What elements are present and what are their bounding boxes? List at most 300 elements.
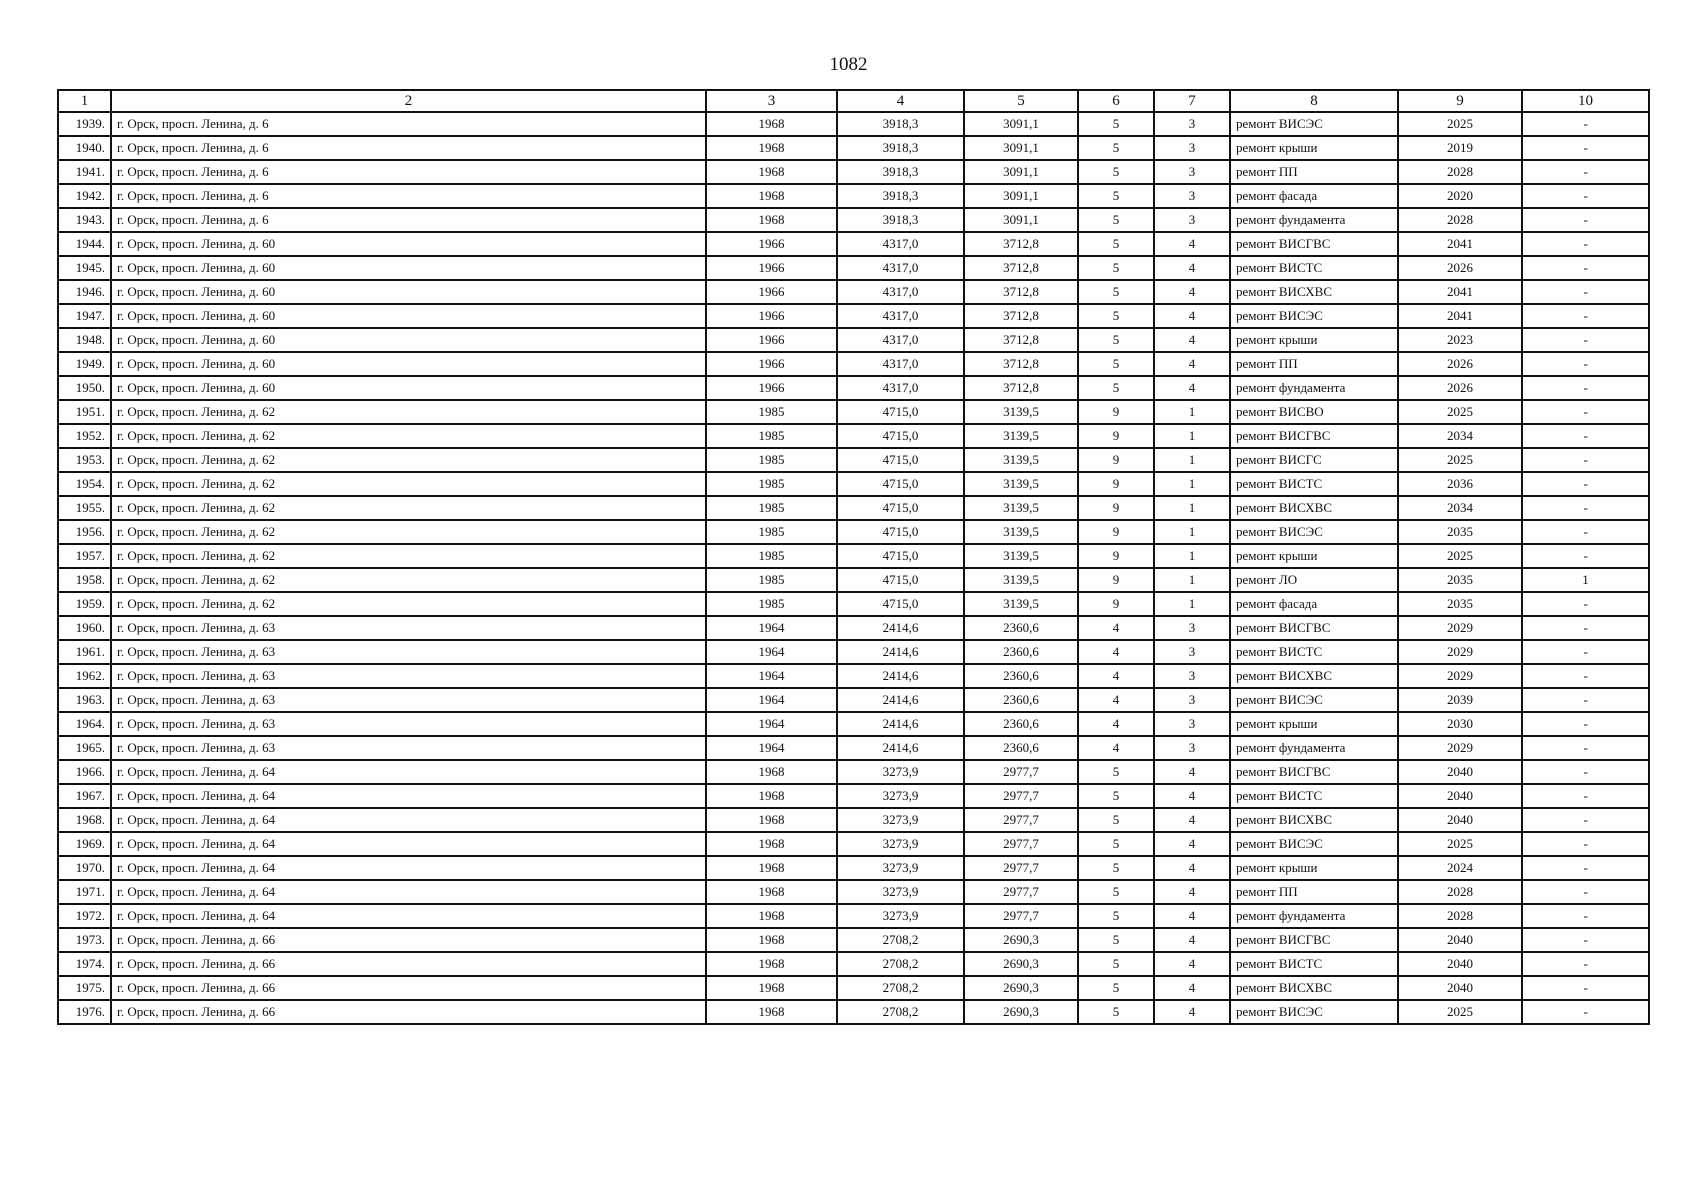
address-cell: г. Орск, просп. Ленина, д. 62 — [111, 592, 706, 616]
total-area-cell: 2414,6 — [837, 688, 964, 712]
work-type-cell: ремонт крыши — [1230, 712, 1398, 736]
planned-year-cell: 2028 — [1398, 880, 1522, 904]
floors-cell: 4 — [1078, 640, 1154, 664]
table-row — [58, 136, 1649, 160]
address-cell: г. Орск, просп. Ленина, д. 64 — [111, 760, 706, 784]
total-area-cell: 4317,0 — [837, 232, 964, 256]
floors-cell: 5 — [1078, 880, 1154, 904]
year-built-cell: 1964 — [706, 640, 837, 664]
row-number-cell: 1974. — [58, 952, 111, 976]
total-area-cell: 2708,2 — [837, 928, 964, 952]
work-type-cell: ремонт ВИСТС — [1230, 472, 1398, 496]
planned-year-cell: 2028 — [1398, 208, 1522, 232]
table-row — [58, 304, 1649, 328]
row-number-cell: 1939. — [58, 112, 111, 136]
planned-year-cell: 2034 — [1398, 424, 1522, 448]
year-built-cell: 1968 — [706, 928, 837, 952]
planned-year-cell: 2026 — [1398, 376, 1522, 400]
floors-cell: 5 — [1078, 832, 1154, 856]
planned-year-cell: 2040 — [1398, 928, 1522, 952]
row-number-cell: 1962. — [58, 664, 111, 688]
total-area-cell: 4715,0 — [837, 592, 964, 616]
work-type-cell: ремонт ВИСТС — [1230, 640, 1398, 664]
floors-cell: 5 — [1078, 328, 1154, 352]
living-area-cell: 2977,7 — [964, 856, 1078, 880]
year-built-cell: 1966 — [706, 352, 837, 376]
entrances-cell: 4 — [1154, 928, 1230, 952]
address-cell: г. Орск, просп. Ленина, д. 66 — [111, 976, 706, 1000]
work-type-cell: ремонт ПП — [1230, 880, 1398, 904]
work-type-cell: ремонт крыши — [1230, 544, 1398, 568]
address-cell: г. Орск, просп. Ленина, д. 64 — [111, 808, 706, 832]
row-number-cell: 1944. — [58, 232, 111, 256]
column-header: 3 — [706, 90, 837, 112]
work-type-cell: ремонт ВИСТС — [1230, 952, 1398, 976]
total-area-cell: 4317,0 — [837, 280, 964, 304]
year-built-cell: 1985 — [706, 496, 837, 520]
floors-cell: 9 — [1078, 400, 1154, 424]
living-area-cell: 3091,1 — [964, 136, 1078, 160]
total-area-cell: 2708,2 — [837, 1000, 964, 1024]
planned-year-cell: 2040 — [1398, 808, 1522, 832]
entrances-cell: 4 — [1154, 808, 1230, 832]
work-type-cell: ремонт ВИСГВС — [1230, 928, 1398, 952]
planned-year-cell: 2041 — [1398, 304, 1522, 328]
row-number-cell: 1942. — [58, 184, 111, 208]
row-number-cell: 1941. — [58, 160, 111, 184]
total-area-cell: 4317,0 — [837, 376, 964, 400]
row-number-cell: 1958. — [58, 568, 111, 592]
total-area-cell: 4715,0 — [837, 568, 964, 592]
floors-cell: 9 — [1078, 568, 1154, 592]
note-cell: - — [1522, 784, 1649, 808]
column-header: 10 — [1522, 90, 1649, 112]
floors-cell: 5 — [1078, 256, 1154, 280]
floors-cell: 5 — [1078, 160, 1154, 184]
floors-cell: 4 — [1078, 616, 1154, 640]
address-cell: г. Орск, просп. Ленина, д. 62 — [111, 568, 706, 592]
address-cell: г. Орск, просп. Ленина, д. 6 — [111, 184, 706, 208]
entrances-cell: 4 — [1154, 352, 1230, 376]
planned-year-cell: 2023 — [1398, 328, 1522, 352]
total-area-cell: 3273,9 — [837, 832, 964, 856]
planned-year-cell: 2039 — [1398, 688, 1522, 712]
address-cell: г. Орск, просп. Ленина, д. 66 — [111, 1000, 706, 1024]
planned-year-cell: 2040 — [1398, 976, 1522, 1000]
entrances-cell: 3 — [1154, 736, 1230, 760]
year-built-cell: 1964 — [706, 616, 837, 640]
living-area-cell: 3712,8 — [964, 328, 1078, 352]
table-row — [58, 472, 1649, 496]
living-area-cell: 3139,5 — [964, 592, 1078, 616]
note-cell: - — [1522, 856, 1649, 880]
total-area-cell: 2414,6 — [837, 736, 964, 760]
note-cell: - — [1522, 352, 1649, 376]
note-cell: - — [1522, 280, 1649, 304]
entrances-cell: 3 — [1154, 112, 1230, 136]
total-area-cell: 3273,9 — [837, 856, 964, 880]
note-cell: - — [1522, 112, 1649, 136]
note-cell: - — [1522, 544, 1649, 568]
living-area-cell: 3712,8 — [964, 304, 1078, 328]
note-cell: - — [1522, 472, 1649, 496]
floors-cell: 5 — [1078, 280, 1154, 304]
work-type-cell: ремонт ВИСТС — [1230, 784, 1398, 808]
entrances-cell: 3 — [1154, 184, 1230, 208]
row-number-cell: 1947. — [58, 304, 111, 328]
work-type-cell: ремонт ВИСГС — [1230, 448, 1398, 472]
note-cell: - — [1522, 808, 1649, 832]
planned-year-cell: 2025 — [1398, 112, 1522, 136]
entrances-cell: 3 — [1154, 208, 1230, 232]
total-area-cell: 4715,0 — [837, 496, 964, 520]
floors-cell: 5 — [1078, 904, 1154, 928]
row-number-cell: 1969. — [58, 832, 111, 856]
table-row — [58, 400, 1649, 424]
row-number-cell: 1972. — [58, 904, 111, 928]
entrances-cell: 1 — [1154, 520, 1230, 544]
floors-cell: 5 — [1078, 184, 1154, 208]
year-built-cell: 1966 — [706, 256, 837, 280]
floors-cell: 4 — [1078, 712, 1154, 736]
table-row — [58, 232, 1649, 256]
note-cell: - — [1522, 136, 1649, 160]
entrances-cell: 4 — [1154, 328, 1230, 352]
row-number-cell: 1961. — [58, 640, 111, 664]
note-cell: - — [1522, 880, 1649, 904]
entrances-cell: 4 — [1154, 832, 1230, 856]
note-cell: - — [1522, 952, 1649, 976]
address-cell: г. Орск, просп. Ленина, д. 60 — [111, 304, 706, 328]
entrances-cell: 4 — [1154, 880, 1230, 904]
column-header: 8 — [1230, 90, 1398, 112]
total-area-cell: 4317,0 — [837, 256, 964, 280]
address-cell: г. Орск, просп. Ленина, д. 6 — [111, 160, 706, 184]
work-type-cell: ремонт ВИСГВС — [1230, 424, 1398, 448]
row-number-cell: 1954. — [58, 472, 111, 496]
living-area-cell: 3091,1 — [964, 112, 1078, 136]
work-type-cell: ремонт ВИСЭС — [1230, 520, 1398, 544]
address-cell: г. Орск, просп. Ленина, д. 60 — [111, 280, 706, 304]
planned-year-cell: 2020 — [1398, 184, 1522, 208]
floors-cell: 5 — [1078, 304, 1154, 328]
address-cell: г. Орск, просп. Ленина, д. 64 — [111, 856, 706, 880]
total-area-cell: 3273,9 — [837, 904, 964, 928]
year-built-cell: 1968 — [706, 952, 837, 976]
total-area-cell: 4715,0 — [837, 448, 964, 472]
table-row — [58, 184, 1649, 208]
living-area-cell: 2977,7 — [964, 880, 1078, 904]
header-row — [58, 90, 1649, 112]
table-row — [58, 664, 1649, 688]
address-cell: г. Орск, просп. Ленина, д. 64 — [111, 904, 706, 928]
table-row — [58, 880, 1649, 904]
note-cell: - — [1522, 520, 1649, 544]
table-row — [58, 928, 1649, 952]
address-cell: г. Орск, просп. Ленина, д. 64 — [111, 832, 706, 856]
row-number-cell: 1951. — [58, 400, 111, 424]
row-number-cell: 1948. — [58, 328, 111, 352]
entrances-cell: 3 — [1154, 616, 1230, 640]
entrances-cell: 4 — [1154, 376, 1230, 400]
floors-cell: 9 — [1078, 496, 1154, 520]
living-area-cell: 3139,5 — [964, 496, 1078, 520]
address-cell: г. Орск, просп. Ленина, д. 66 — [111, 952, 706, 976]
entrances-cell: 3 — [1154, 640, 1230, 664]
row-number-cell: 1957. — [58, 544, 111, 568]
planned-year-cell: 2025 — [1398, 1000, 1522, 1024]
floors-cell: 9 — [1078, 520, 1154, 544]
floors-cell: 5 — [1078, 808, 1154, 832]
floors-cell: 5 — [1078, 1000, 1154, 1024]
address-cell: г. Орск, просп. Ленина, д. 60 — [111, 232, 706, 256]
planned-year-cell: 2025 — [1398, 544, 1522, 568]
address-cell: г. Орск, просп. Ленина, д. 62 — [111, 448, 706, 472]
table-row — [58, 424, 1649, 448]
work-type-cell: ремонт ВИСХВС — [1230, 664, 1398, 688]
year-built-cell: 1968 — [706, 112, 837, 136]
planned-year-cell: 2028 — [1398, 904, 1522, 928]
note-cell: - — [1522, 1000, 1649, 1024]
planned-year-cell: 2025 — [1398, 400, 1522, 424]
table-row — [58, 568, 1649, 592]
column-header: 9 — [1398, 90, 1522, 112]
row-number-cell: 1956. — [58, 520, 111, 544]
planned-year-cell: 2035 — [1398, 520, 1522, 544]
address-cell: г. Орск, просп. Ленина, д. 64 — [111, 784, 706, 808]
living-area-cell: 2360,6 — [964, 712, 1078, 736]
row-number-cell: 1945. — [58, 256, 111, 280]
total-area-cell: 3918,3 — [837, 208, 964, 232]
address-cell: г. Орск, просп. Ленина, д. 62 — [111, 520, 706, 544]
row-number-cell: 1963. — [58, 688, 111, 712]
entrances-cell: 4 — [1154, 784, 1230, 808]
floors-cell: 5 — [1078, 112, 1154, 136]
total-area-cell: 4715,0 — [837, 472, 964, 496]
table-row — [58, 736, 1649, 760]
address-cell: г. Орск, просп. Ленина, д. 6 — [111, 208, 706, 232]
total-area-cell: 3918,3 — [837, 160, 964, 184]
total-area-cell: 4715,0 — [837, 520, 964, 544]
planned-year-cell: 2024 — [1398, 856, 1522, 880]
planned-year-cell: 2040 — [1398, 952, 1522, 976]
work-type-cell: ремонт крыши — [1230, 328, 1398, 352]
table-row — [58, 208, 1649, 232]
entrances-cell: 1 — [1154, 448, 1230, 472]
year-built-cell: 1985 — [706, 544, 837, 568]
note-cell: - — [1522, 664, 1649, 688]
row-number-cell: 1973. — [58, 928, 111, 952]
floors-cell: 9 — [1078, 544, 1154, 568]
work-type-cell: ремонт ВИСХВС — [1230, 808, 1398, 832]
planned-year-cell: 2029 — [1398, 616, 1522, 640]
row-number-cell: 1959. — [58, 592, 111, 616]
total-area-cell: 3273,9 — [837, 808, 964, 832]
note-cell: - — [1522, 184, 1649, 208]
table-row — [58, 544, 1649, 568]
total-area-cell: 3273,9 — [837, 880, 964, 904]
table-row — [58, 352, 1649, 376]
table-row — [58, 1000, 1649, 1024]
year-built-cell: 1966 — [706, 232, 837, 256]
address-cell: г. Орск, просп. Ленина, д. 63 — [111, 688, 706, 712]
living-area-cell: 3712,8 — [964, 256, 1078, 280]
table-row — [58, 640, 1649, 664]
note-cell: - — [1522, 712, 1649, 736]
table-row — [58, 952, 1649, 976]
work-type-cell: ремонт ВИСЭС — [1230, 1000, 1398, 1024]
note-cell: - — [1522, 616, 1649, 640]
living-area-cell: 2977,7 — [964, 808, 1078, 832]
floors-cell: 5 — [1078, 232, 1154, 256]
column-header: 6 — [1078, 90, 1154, 112]
address-cell: г. Орск, просп. Ленина, д. 60 — [111, 352, 706, 376]
work-type-cell: ремонт фундамента — [1230, 736, 1398, 760]
address-cell: г. Орск, просп. Ленина, д. 62 — [111, 496, 706, 520]
address-cell: г. Орск, просп. Ленина, д. 6 — [111, 112, 706, 136]
work-type-cell: ремонт ЛО — [1230, 568, 1398, 592]
table-row — [58, 376, 1649, 400]
table-row — [58, 760, 1649, 784]
work-type-cell: ремонт ВИСГВС — [1230, 616, 1398, 640]
entrances-cell: 4 — [1154, 1000, 1230, 1024]
year-built-cell: 1968 — [706, 136, 837, 160]
table-row — [58, 712, 1649, 736]
row-number-cell: 1960. — [58, 616, 111, 640]
entrances-cell: 4 — [1154, 856, 1230, 880]
floors-cell: 4 — [1078, 664, 1154, 688]
address-cell: г. Орск, просп. Ленина, д. 6 — [111, 136, 706, 160]
year-built-cell: 1985 — [706, 400, 837, 424]
year-built-cell: 1968 — [706, 832, 837, 856]
year-built-cell: 1968 — [706, 208, 837, 232]
year-built-cell: 1966 — [706, 304, 837, 328]
entrances-cell: 4 — [1154, 976, 1230, 1000]
living-area-cell: 2977,7 — [964, 784, 1078, 808]
entrances-cell: 3 — [1154, 688, 1230, 712]
planned-year-cell: 2035 — [1398, 568, 1522, 592]
table-row — [58, 808, 1649, 832]
floors-cell: 5 — [1078, 784, 1154, 808]
address-cell: г. Орск, просп. Ленина, д. 62 — [111, 400, 706, 424]
entrances-cell: 1 — [1154, 424, 1230, 448]
planned-year-cell: 2040 — [1398, 760, 1522, 784]
planned-year-cell: 2029 — [1398, 640, 1522, 664]
note-cell: - — [1522, 160, 1649, 184]
address-cell: г. Орск, просп. Ленина, д. 62 — [111, 472, 706, 496]
total-area-cell: 3918,3 — [837, 112, 964, 136]
planned-year-cell: 2028 — [1398, 160, 1522, 184]
row-number-cell: 1953. — [58, 448, 111, 472]
living-area-cell: 3139,5 — [964, 568, 1078, 592]
year-built-cell: 1964 — [706, 736, 837, 760]
total-area-cell: 4317,0 — [837, 328, 964, 352]
living-area-cell: 2360,6 — [964, 616, 1078, 640]
note-cell: - — [1522, 640, 1649, 664]
entrances-cell: 4 — [1154, 304, 1230, 328]
living-area-cell: 2690,3 — [964, 952, 1078, 976]
entrances-cell: 3 — [1154, 160, 1230, 184]
year-built-cell: 1964 — [706, 664, 837, 688]
total-area-cell: 4715,0 — [837, 400, 964, 424]
total-area-cell: 2708,2 — [837, 976, 964, 1000]
work-type-cell: ремонт ВИСХВС — [1230, 976, 1398, 1000]
entrances-cell: 1 — [1154, 544, 1230, 568]
entrances-cell: 1 — [1154, 472, 1230, 496]
floors-cell: 4 — [1078, 736, 1154, 760]
work-type-cell: ремонт ВИСЭС — [1230, 832, 1398, 856]
entrances-cell: 4 — [1154, 280, 1230, 304]
floors-cell: 9 — [1078, 424, 1154, 448]
table-row — [58, 448, 1649, 472]
total-area-cell: 2414,6 — [837, 664, 964, 688]
year-built-cell: 1966 — [706, 328, 837, 352]
living-area-cell: 2360,6 — [964, 688, 1078, 712]
living-area-cell: 3712,8 — [964, 352, 1078, 376]
total-area-cell: 4715,0 — [837, 544, 964, 568]
table-row — [58, 112, 1649, 136]
note-cell: - — [1522, 328, 1649, 352]
floors-cell: 5 — [1078, 208, 1154, 232]
row-number-cell: 1975. — [58, 976, 111, 1000]
row-number-cell: 1949. — [58, 352, 111, 376]
address-cell: г. Орск, просп. Ленина, д. 66 — [111, 928, 706, 952]
address-cell: г. Орск, просп. Ленина, д. 60 — [111, 328, 706, 352]
living-area-cell: 3091,1 — [964, 160, 1078, 184]
floors-cell: 5 — [1078, 976, 1154, 1000]
address-cell: г. Орск, просп. Ленина, д. 63 — [111, 640, 706, 664]
floors-cell: 4 — [1078, 688, 1154, 712]
planned-year-cell: 2041 — [1398, 280, 1522, 304]
living-area-cell: 2690,3 — [964, 976, 1078, 1000]
table-row — [58, 784, 1649, 808]
row-number-cell: 1943. — [58, 208, 111, 232]
planned-year-cell: 2041 — [1398, 232, 1522, 256]
floors-cell: 5 — [1078, 760, 1154, 784]
year-built-cell: 1964 — [706, 688, 837, 712]
planned-year-cell: 2029 — [1398, 736, 1522, 760]
living-area-cell: 2977,7 — [964, 832, 1078, 856]
year-built-cell: 1985 — [706, 448, 837, 472]
entrances-cell: 1 — [1154, 568, 1230, 592]
table-row — [58, 688, 1649, 712]
row-number-cell: 1952. — [58, 424, 111, 448]
total-area-cell: 3918,3 — [837, 136, 964, 160]
year-built-cell: 1968 — [706, 760, 837, 784]
column-header: 5 — [964, 90, 1078, 112]
floors-cell: 5 — [1078, 352, 1154, 376]
work-type-cell: ремонт фасада — [1230, 592, 1398, 616]
year-built-cell: 1985 — [706, 424, 837, 448]
row-number-cell: 1950. — [58, 376, 111, 400]
planned-year-cell: 2025 — [1398, 832, 1522, 856]
work-type-cell: ремонт ВИСГВС — [1230, 760, 1398, 784]
note-cell: - — [1522, 832, 1649, 856]
entrances-cell: 1 — [1154, 496, 1230, 520]
floors-cell: 5 — [1078, 856, 1154, 880]
work-type-cell: ремонт ВИСХВС — [1230, 280, 1398, 304]
planned-year-cell: 2036 — [1398, 472, 1522, 496]
year-built-cell: 1968 — [706, 808, 837, 832]
row-number-cell: 1966. — [58, 760, 111, 784]
year-built-cell: 1985 — [706, 568, 837, 592]
column-header: 1 — [58, 90, 111, 112]
entrances-cell: 1 — [1154, 592, 1230, 616]
year-built-cell: 1968 — [706, 160, 837, 184]
note-cell: - — [1522, 424, 1649, 448]
note-cell: - — [1522, 904, 1649, 928]
living-area-cell: 2360,6 — [964, 640, 1078, 664]
